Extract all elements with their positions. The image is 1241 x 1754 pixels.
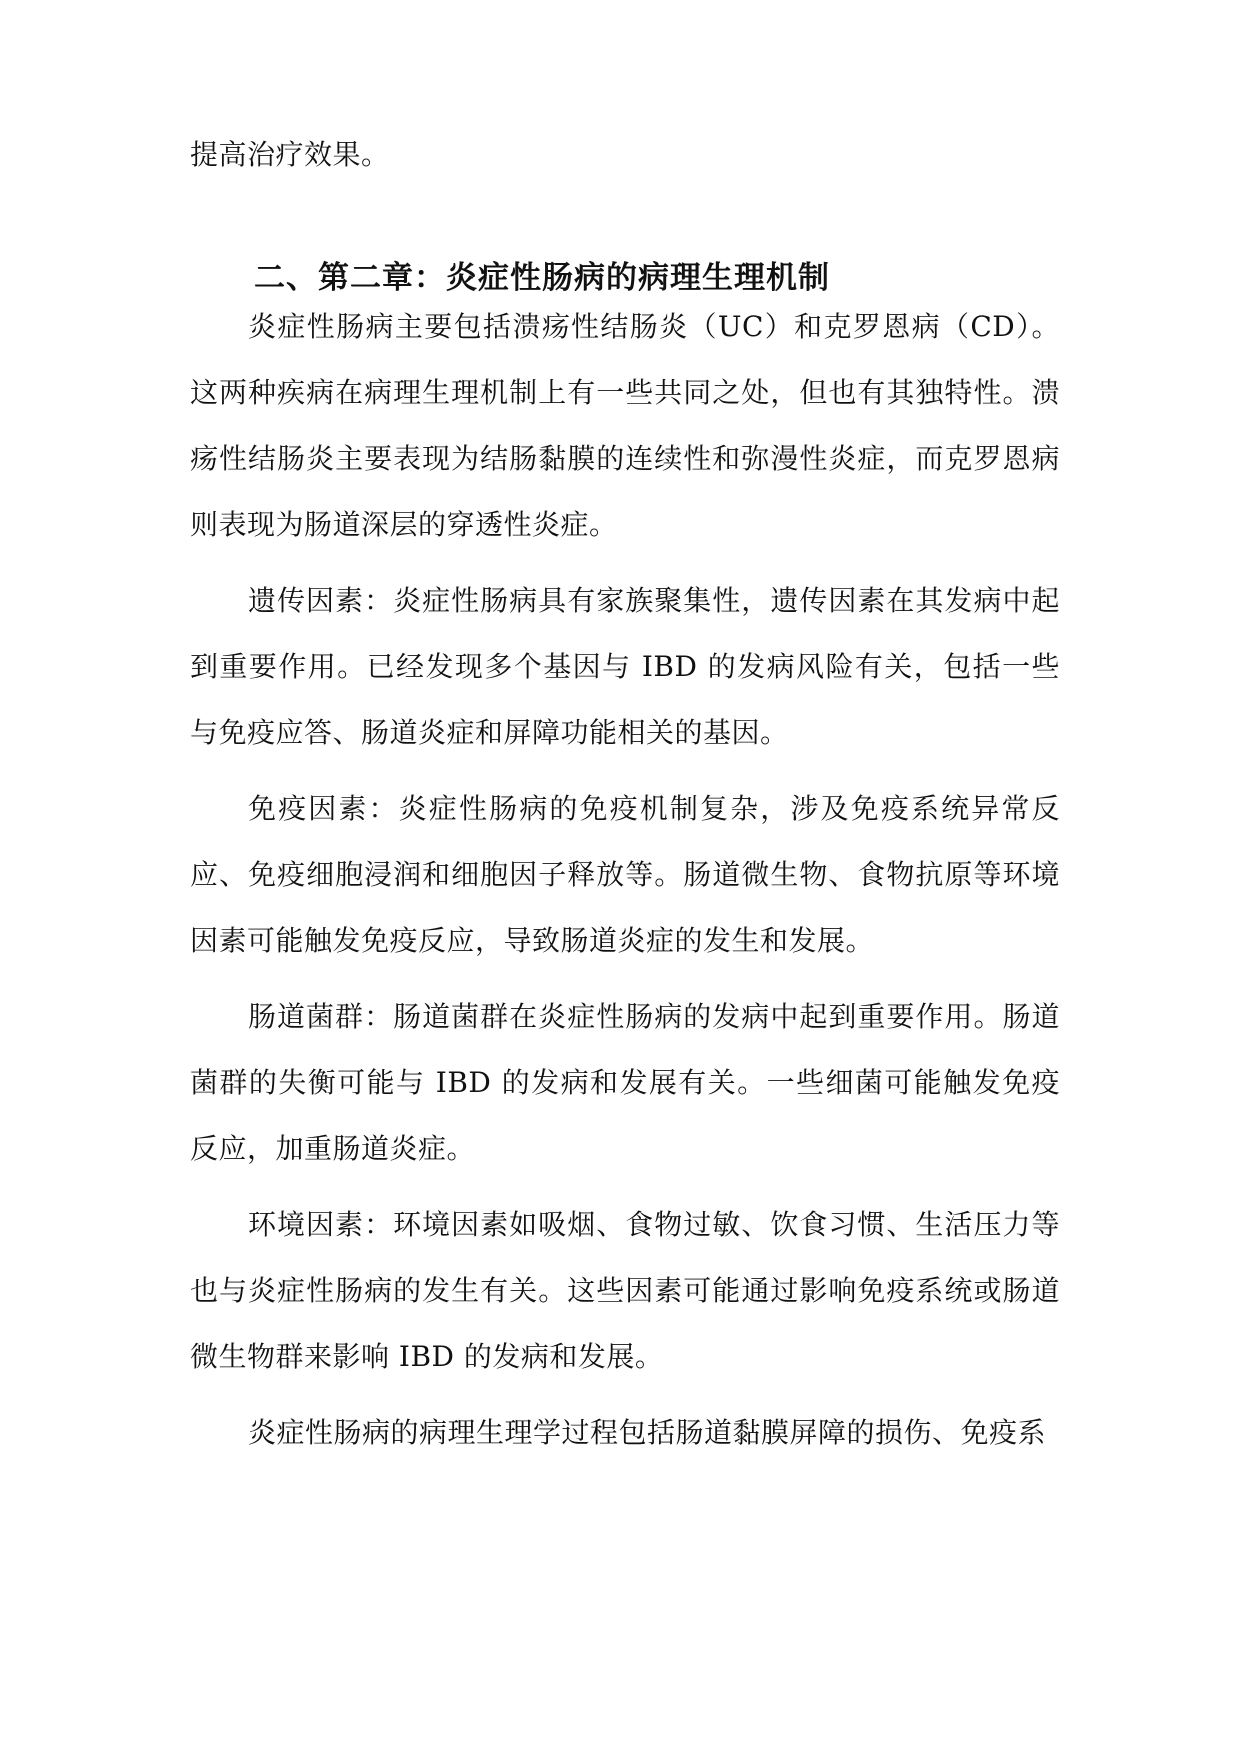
paragraph-immune-factors: 免疫因素：炎症性肠病的免疫机制复杂，涉及免疫系统异常反应、免疫细胞浸润和细胞因子释放等。肠道微生物、食物抗原等环境因素可能触发免疫反应，导致肠道炎症的发生和发展。 [190, 792, 1060, 957]
chapter-heading: 二、第二章：炎症性肠病的病理生理机制 [254, 260, 830, 296]
continuation-line: 提高治疗效果。 [190, 138, 390, 171]
paragraph-environmental-factors: 环境因素：环境因素如吸烟、食物过敏、饮食习惯、生活压力等也与炎症性肠病的发生有关。这些因素可能通过影响免疫系统或肠道微生物群来影响 IBD 的发病和发展。 [190, 1208, 1060, 1373]
paragraph-genetic-factors: 遗传因素：炎症性肠病具有家族聚集性，遗传因素在其发病中起到重要作用。已经发现多个基因与 IBD 的发病风险有关，包括一些与免疫应答、肠道炎症和屏障功能相关的基因。 [190, 584, 1060, 749]
paragraph-overview: 炎症性肠病主要包括溃疡性结肠炎（UC）和克罗恩病（CD）。这两种疾病在病理生理机制上有一些共同之处，但也有其独特性。溃疡性结肠炎主要表现为结肠黏膜的连续性和弥漫性炎症，而克罗恩病则表现为肠道深层的穿透性炎症。 [190, 310, 1060, 541]
paragraph-gut-microbiota: 肠道菌群：肠道菌群在炎症性肠病的发病中起到重要作用。肠道菌群的失衡可能与 IBD 的发病和发展有关。一些细菌可能触发免疫反应，加重肠道炎症。 [190, 1000, 1060, 1165]
paragraph-pathophysiology: 炎症性肠病的病理生理学过程包括肠道黏膜屏障的损伤、免疫系 [248, 1416, 1047, 1449]
